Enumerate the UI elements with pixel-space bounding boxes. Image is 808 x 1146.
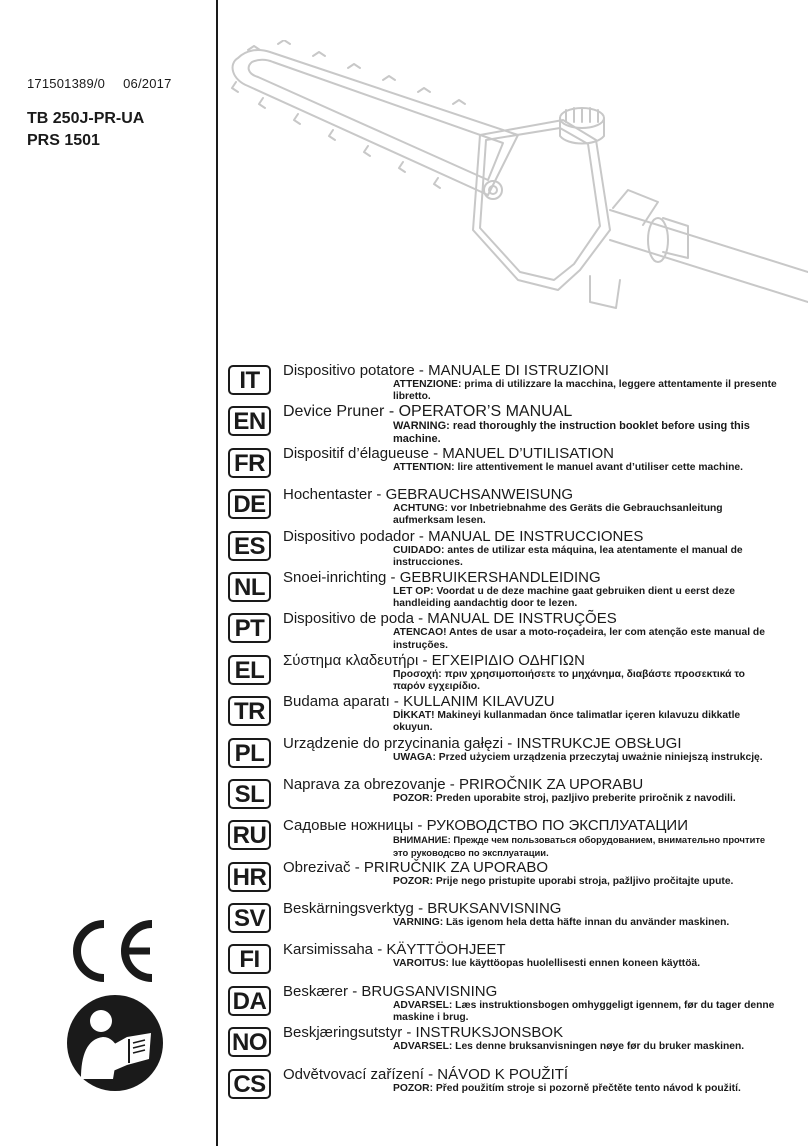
product-name: Dispositif d’élagueuse xyxy=(283,444,429,462)
warning-text: VAROITUS: lue käyttöopas huolellisesti ennen koneen käyttöä. xyxy=(393,958,701,970)
language-title: Dispositivo de poda - MANUAL DE INSTRUÇÕES xyxy=(283,610,617,628)
manual-type: OPERATOR’S MANUAL xyxy=(398,403,573,421)
language-row-fi xyxy=(228,941,798,982)
language-title: Odvětvovací zařízení - NÁVOD K POUŽITÍ xyxy=(283,1065,569,1083)
language-code-badge: HR xyxy=(228,862,271,892)
product-name: Beskærer xyxy=(283,982,349,1000)
manual-type: PRIROČNIK ZA UPORABU xyxy=(458,775,644,793)
manual-type: INSTRUKSJONSBOK xyxy=(415,1024,564,1042)
manual-type: GEBRUIKERSHANDLEIDING xyxy=(399,568,601,586)
language-row-sv xyxy=(228,900,798,941)
product-name: Karsimissaha xyxy=(283,941,374,959)
language-title: Naprava za obrezovanje - PRIROČNIK ZA UPORABU xyxy=(283,775,644,793)
language-code-badge: PL xyxy=(228,738,271,768)
product-name: Dispositivo podador xyxy=(283,527,415,545)
product-name: Device Pruner xyxy=(283,403,385,421)
model-name-primary: TB 250J-PR-UA xyxy=(27,110,145,127)
warning-text: ВНИМАНИЕ: Прежде чем пользоваться оборудованием, внимательно прочтите это руководсво по эксплуатации. xyxy=(393,834,766,858)
product-name: Odvětvovací zařízení xyxy=(283,1065,424,1083)
language-title: Urządzenie do przycinania gałęzi - INSTRUKCJE OBSŁUGI xyxy=(283,734,682,752)
language-title: Dispositivo potatore - MANUALE DI ISTRUZIONI xyxy=(283,362,609,379)
warning-text: POZOR: Prije nego pristupite uporabi stroja, pažljivo pročitajte upute. xyxy=(393,875,734,887)
language-code-badge: TR xyxy=(228,696,271,726)
language-row-fr xyxy=(228,445,798,486)
manual-type: MANUAL DE INSTRUCCIONES xyxy=(428,527,644,545)
ce-mark-glyph xyxy=(66,918,158,984)
product-name: Snoei-inrichting xyxy=(283,568,387,586)
language-row-tr xyxy=(228,693,798,734)
language-row-el xyxy=(228,652,798,693)
language-code-badge: ES xyxy=(228,531,271,561)
document-date: 06/2017 xyxy=(123,76,172,91)
language-title: Beskærer - BRUGSANVISNING xyxy=(283,982,498,1000)
product-name: Beskjæringsutstyr xyxy=(283,1024,403,1042)
language-title: Snoei-inrichting - GEBRUIKERSHANDLEIDING xyxy=(283,568,601,586)
manual-type: ΕΓΧΕΙΡΙΔΙΟ ΟΔΗΓΙΩΝ xyxy=(431,651,585,669)
manual-type: GEBRAUCHSANWEISUNG xyxy=(385,486,574,504)
warning-text: DİKKAT! Makineyi kullanmadan önce talimatlar içeren kılavuzu dikkatle okuyun. xyxy=(393,710,741,734)
language-code-badge: IT xyxy=(228,365,271,395)
warning-text: ACHTUNG: vor Inbetriebnahme des Geräts die Gebrauchsanleitung aufmerksam lesen. xyxy=(393,503,723,527)
document-number: 171501389/0 xyxy=(27,76,106,91)
language-row-sl xyxy=(228,776,798,817)
read-manual-icon xyxy=(65,993,165,1093)
warning-text: Προσοχή: πριν χρησιμοποιήσετε το μηχάνημα, διαβάστε προσεκτικά το παρόν εγχειρίδιο. xyxy=(393,668,745,692)
read-manual-glyph xyxy=(65,993,165,1093)
product-name: Σύστημα κλαδευτήρι xyxy=(283,651,419,669)
product-name: Beskärningsverktyg xyxy=(283,900,414,918)
language-row-pl xyxy=(228,735,798,776)
product-name: Urządzenie do przycinania gałęzi xyxy=(283,734,504,752)
language-code-badge: DE xyxy=(228,489,271,519)
language-row-pt xyxy=(228,610,798,651)
language-title: Hochentaster - GEBRAUCHSANWEISUNG xyxy=(283,486,574,504)
warning-text: WARNING: read thoroughly the instruction booklet before using this machine. xyxy=(393,420,750,445)
model-name-secondary: PRS 1501 xyxy=(27,132,100,149)
language-row-hr xyxy=(228,859,798,900)
ce-mark-icon xyxy=(66,918,158,984)
manual-type: KULLANIM KILAVUZU xyxy=(403,693,555,711)
language-title: Budama aparatı - KULLANIM KILAVUZU xyxy=(283,693,555,711)
language-code-badge: RU xyxy=(228,820,271,850)
manual-type: MANUAL DE INSTRUÇÕES xyxy=(427,610,617,628)
language-title: Σύστημα κλαδευτήρι - ΕΓΧΕΙΡΙΔΙΟ ΟΔΗΓΙΩΝ xyxy=(283,651,585,669)
language-title: Beskjæringsutstyr - INSTRUKSJONSBOK xyxy=(283,1024,564,1042)
language-title: Dispositif d’élagueuse - MANUEL D’UTILISATION xyxy=(283,444,614,462)
language-title: Садовые ножницы - РУКОВОДСТВО ПО ЭКСПЛУАТАЦИИ xyxy=(283,817,688,835)
warning-text: CUIDADO: antes de utilizar esta máquina, lea atentamente el manual de instrucciones. xyxy=(393,544,743,568)
warning-text: ATTENZIONE: prima di utilizzare la macchina, leggere attentamente il presente libretto. xyxy=(393,379,777,403)
language-title: Karsimissaha - KÄYTTÖOHJEET xyxy=(283,941,506,959)
language-row-no xyxy=(228,1024,798,1065)
language-row-ru xyxy=(228,817,798,858)
manual-type: РУКОВОДСТВО ПО ЭКСПЛУАТАЦИИ xyxy=(426,817,688,835)
manual-type: NÁVOD K POUŽITÍ xyxy=(437,1065,569,1083)
language-code-badge: DA xyxy=(228,986,271,1016)
language-code-badge: CS xyxy=(228,1069,271,1099)
language-title: Obrezivač - PRIRUČNIK ZA UPORABO xyxy=(283,858,549,876)
pole-pruner-illustration xyxy=(218,40,808,330)
warning-text: LET OP: Voordat u de deze machine gaat gebruiken dient u eerst deze handleiding aandachtig door te lezen. xyxy=(393,585,735,610)
language-row-de xyxy=(228,486,798,527)
language-code-badge: NO xyxy=(228,1027,271,1057)
language-row-es xyxy=(228,528,798,569)
language-row-en xyxy=(228,403,798,444)
product-name: Obrezivač xyxy=(283,858,351,876)
product-name: Dispositivo de poda xyxy=(283,610,414,628)
manual-type: MANUEL D’UTILISATION xyxy=(442,444,614,462)
manual-type: PRIRUČNIK ZA UPORABO xyxy=(363,858,549,876)
pole-pruner-drawing xyxy=(218,40,808,330)
manual-type: MANUALE DI ISTRUZIONI xyxy=(428,362,609,379)
warning-text: ADVARSEL: Læs instruktionsbogen omhyggeligt igennem, før du tager denne maskine i brug. xyxy=(393,999,775,1024)
manual-type: KÄYTTÖOHJEET xyxy=(386,941,506,959)
document-number-line xyxy=(27,76,172,91)
language-title: Dispositivo podador - MANUAL DE INSTRUCCIONES xyxy=(283,527,644,545)
language-list xyxy=(228,362,798,1107)
language-code-badge: FI xyxy=(228,944,271,974)
manual-type: INSTRUKCJE OBSŁUGI xyxy=(516,734,682,752)
warning-text: ATTENTION: lire attentivement le manuel avant d’utiliser cette machine. xyxy=(393,461,743,473)
warning-text: UWAGA: Przed użyciem urządzenia przeczytaj uważnie niniejszą instrukcję. xyxy=(393,751,763,763)
language-row-it xyxy=(228,362,798,403)
warning-text: ADVARSEL: Les denne bruksanvisningen nøye før du bruker maskinen. xyxy=(393,1041,745,1053)
language-code-badge: SV xyxy=(228,903,271,933)
language-row-nl xyxy=(228,569,798,610)
language-title: Beskärningsverktyg - BRUKSANVISNING xyxy=(283,900,562,918)
product-name: Naprava za obrezovanje xyxy=(283,775,446,793)
product-name: Budama aparatı xyxy=(283,693,390,711)
warning-text: POZOR: Před použitím stroje si pozorně přečtěte tento návod k použití. xyxy=(393,1082,741,1094)
language-code-badge: FR xyxy=(228,448,271,478)
language-row-cs xyxy=(228,1066,798,1107)
language-code-badge: EL xyxy=(228,655,271,685)
product-name: Dispositivo potatore xyxy=(283,362,415,379)
language-row-da xyxy=(228,983,798,1024)
language-code-badge: NL xyxy=(228,572,271,602)
language-code-badge: EN xyxy=(228,406,271,436)
warning-text: VARNING: Läs igenom hela detta häfte innan du använder maskinen. xyxy=(393,917,730,929)
warning-text: ATENCAO! Antes de usar a moto-roçadeira, ler com atenção este manual de instruções. xyxy=(393,627,765,651)
product-name: Садовые ножницы xyxy=(283,817,414,835)
warning-text: POZOR: Preden uporabite stroj, pazljivo preberite priročnik z navodili. xyxy=(393,792,736,804)
manual-type: BRUGSANVISNING xyxy=(361,982,498,1000)
product-name: Hochentaster xyxy=(283,486,373,504)
language-code-badge: SL xyxy=(228,779,271,809)
manual-type: BRUKSANVISNING xyxy=(427,900,562,918)
language-code-badge: PT xyxy=(228,613,271,643)
language-title: Device Pruner - OPERATOR’S MANUAL xyxy=(283,403,573,421)
